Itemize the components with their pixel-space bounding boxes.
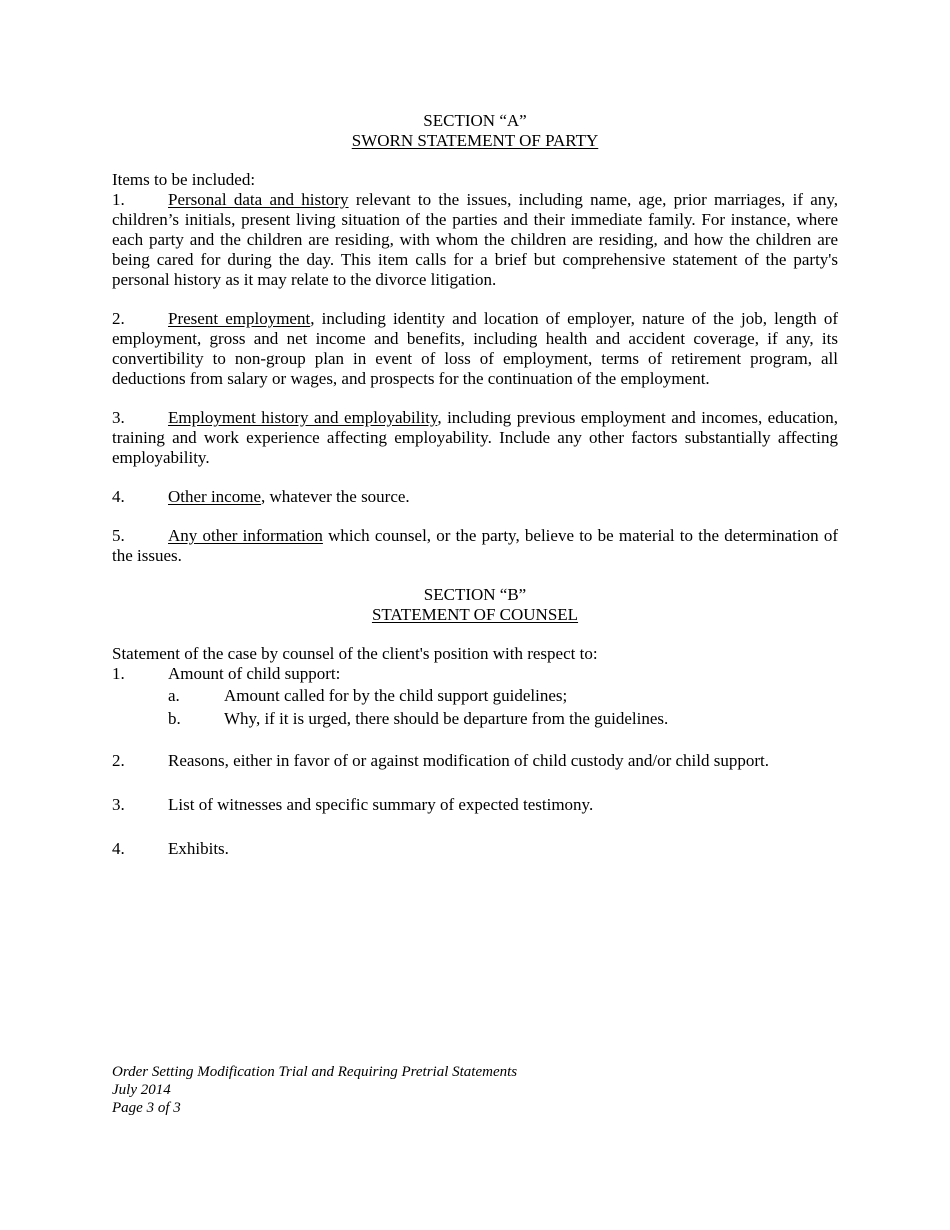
item-number: 1. — [112, 190, 125, 209]
item-text: relevant to the issues, including name, age, prior marriages, if any, children’s initials, present living situation of the parties and their immediate family. For instance, where each party and the children are residing, with whom the children are residing, and how the children are being cared for during the day. This item calls for a brief but comprehensive statement of the party's personal history as it may relate to the divorce litigation. — [112, 190, 838, 289]
section-b-subheading-wrap — [112, 605, 838, 625]
item-number: 1. — [112, 664, 125, 683]
section-a-item-2 — [112, 309, 838, 389]
section-b-heading: SECTION “B” — [423, 585, 527, 604]
item-heading: Employment history and employability — [168, 408, 438, 427]
item-heading: Any other information — [168, 526, 323, 545]
section-a-item-4 — [112, 487, 838, 507]
item-text: Exhibits. — [168, 839, 229, 858]
section-b-subheading: STATEMENT OF COUNSEL — [371, 605, 579, 624]
section-b-item-2 — [112, 751, 838, 771]
document-page — [112, 111, 838, 859]
item-number: 3. — [112, 408, 125, 427]
section-b-item-1 — [112, 664, 838, 684]
item-number: 4. — [112, 839, 125, 858]
item-text: Amount of child support: — [168, 664, 341, 683]
item-heading: Present employment — [168, 309, 311, 328]
item-text: , including previous employment and incomes, education, training and work experience affecting employability. Include any other factors substantially affecting employability. — [112, 408, 838, 467]
subitem-text: Why, if it is urged, there should be departure from the guidelines. — [224, 709, 669, 728]
section-a-intro: Items to be included: — [112, 170, 256, 189]
section-a-subheading: SWORN STATEMENT OF PARTY — [351, 131, 599, 150]
footer-date: July 2014 — [112, 1082, 171, 1098]
footer-title: Order Setting Modification Trial and Requiring Pretrial Statements — [112, 1064, 518, 1080]
item-text: , whatever the source. — [261, 487, 410, 506]
item-number: 2. — [112, 309, 125, 328]
section-a-heading: SECTION “A” — [423, 111, 527, 130]
subitem-letter: b. — [168, 709, 181, 728]
section-a-item-1 — [112, 190, 838, 290]
section-a-subheading-wrap — [112, 131, 838, 151]
section-b-item-4 — [112, 839, 838, 859]
section-b-subitem-b — [168, 707, 670, 730]
item-text: List of witnesses and specific summary of expected testimony. — [168, 795, 594, 814]
item-text: which counsel, or the party, believe to be material to the determination of the issues. — [112, 526, 839, 565]
section-a-item-3 — [112, 408, 838, 468]
subitem-text: Amount called for by the child support guidelines; — [224, 686, 568, 705]
item-heading: Personal data and history — [168, 190, 349, 209]
item-number: 3. — [112, 795, 125, 814]
item-number: 2. — [112, 751, 125, 770]
item-heading: Other income — [168, 487, 261, 506]
section-a-item-5 — [112, 526, 838, 566]
page-footer — [112, 1063, 517, 1117]
section-b-item-3 — [112, 795, 838, 815]
item-number: 5. — [112, 526, 125, 545]
subitem-letter: a. — [168, 686, 180, 705]
item-number: 4. — [112, 487, 125, 506]
item-text: , including identity and location of employer, nature of the job, length of employment, gross and net income and benefits, including health and accident coverage, if any, its convertibility to non-group plan in event of loss of employment, terms of retirement program, all deductions from salary or wages, and prospects for the continuation of the employment. — [112, 309, 839, 388]
section-b-subitem-a — [168, 684, 670, 707]
section-b-intro: Statement of the case by counsel of the client's position with respect to: — [112, 644, 598, 663]
footer-page-number: Page 3 of 3 — [112, 1100, 181, 1116]
item-text: Reasons, either in favor of or against modification of child custody and/or child support. — [168, 751, 770, 770]
